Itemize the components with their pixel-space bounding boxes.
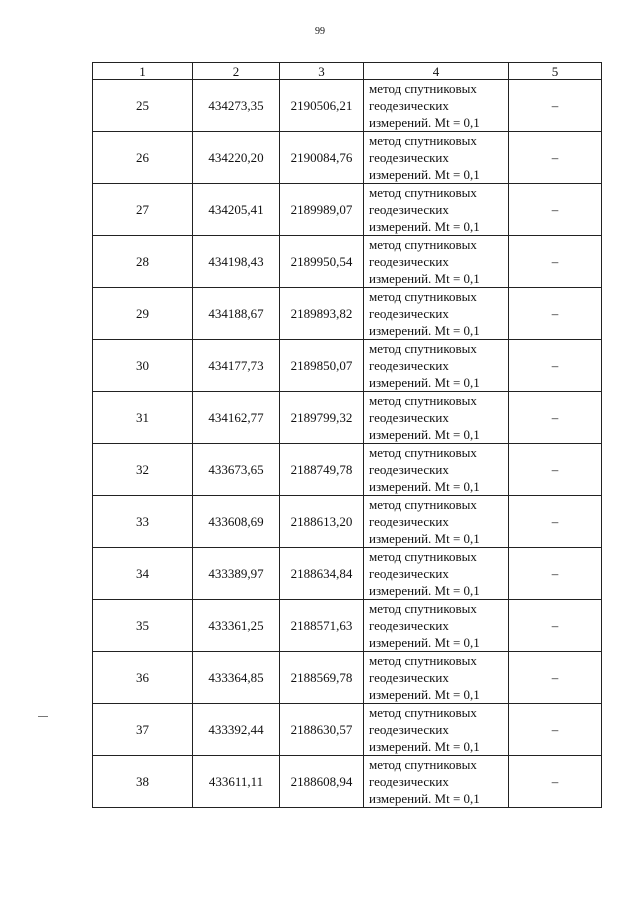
x-coordinate-cell: 434198,43 [193,236,280,288]
x-coordinate-cell: 434273,35 [193,80,280,132]
note-cell: – [509,704,602,756]
x-coordinate-cell: 433611,11 [193,756,280,808]
table-row [93,392,602,444]
point-number-cell: 29 [93,288,193,340]
method-cell [364,392,509,444]
method-line: метод спутниковых [369,757,477,772]
table-body [93,80,602,808]
method-line: метод спутниковых [369,341,477,356]
table-row [93,236,602,288]
method-line: геодезических [369,202,449,217]
method-line: геодезических [369,514,449,529]
y-coordinate-cell: 2190084,76 [280,132,364,184]
column-header: 1 [93,63,193,80]
method-line: измерений. Mt = 0,1 [369,531,480,546]
table-header-row [93,63,602,80]
x-coordinate-cell: 434188,67 [193,288,280,340]
x-coordinate-cell: 433361,25 [193,600,280,652]
method-cell [364,444,509,496]
x-coordinate-cell: 433389,97 [193,548,280,600]
y-coordinate-cell: 2188569,78 [280,652,364,704]
y-coordinate-cell: 2188634,84 [280,548,364,600]
note-cell: – [509,756,602,808]
point-number-cell: 25 [93,80,193,132]
margin-mark [38,716,48,717]
point-number-cell: 32 [93,444,193,496]
method-line: геодезических [369,98,449,113]
note-cell: – [509,496,602,548]
y-coordinate-cell: 2189950,54 [280,236,364,288]
x-coordinate-cell: 434177,73 [193,340,280,392]
method-line: метод спутниковых [369,549,477,564]
y-coordinate-cell: 2189799,32 [280,392,364,444]
x-coordinate-cell: 433673,65 [193,444,280,496]
note-cell: – [509,548,602,600]
method-line: метод спутниковых [369,81,477,96]
method-line: измерений. Mt = 0,1 [369,687,480,702]
method-cell [364,80,509,132]
y-coordinate-cell: 2190506,21 [280,80,364,132]
table-row [93,132,602,184]
point-number-cell: 35 [93,600,193,652]
method-line: геодезических [369,774,449,789]
method-line: геодезических [369,410,449,425]
method-line: геодезических [369,150,449,165]
method-cell [364,704,509,756]
method-line: метод спутниковых [369,601,477,616]
point-number-cell: 27 [93,184,193,236]
method-line: геодезических [369,254,449,269]
method-line: измерений. Mt = 0,1 [369,583,480,598]
method-line: измерений. Mt = 0,1 [369,167,480,182]
y-coordinate-cell: 2188749,78 [280,444,364,496]
note-cell: – [509,132,602,184]
note-cell: – [509,392,602,444]
note-cell: – [509,184,602,236]
point-number-cell: 34 [93,548,193,600]
method-cell [364,236,509,288]
note-cell: – [509,80,602,132]
method-line: измерений. Mt = 0,1 [369,219,480,234]
method-line: измерений. Mt = 0,1 [369,323,480,338]
method-line: метод спутниковых [369,289,477,304]
method-cell [364,496,509,548]
point-number-cell: 37 [93,704,193,756]
method-line: геодезических [369,566,449,581]
method-line: измерений. Mt = 0,1 [369,375,480,390]
note-cell: – [509,444,602,496]
table-row [93,340,602,392]
table-row [93,288,602,340]
point-number-cell: 28 [93,236,193,288]
method-line: измерений. Mt = 0,1 [369,115,480,130]
method-line: метод спутниковых [369,445,477,460]
y-coordinate-cell: 2188630,57 [280,704,364,756]
method-line: измерений. Mt = 0,1 [369,791,480,806]
x-coordinate-cell: 434205,41 [193,184,280,236]
y-coordinate-cell: 2189893,82 [280,288,364,340]
y-coordinate-cell: 2188608,94 [280,756,364,808]
method-line: геодезических [369,722,449,737]
method-line: метод спутниковых [369,497,477,512]
method-line: метод спутниковых [369,133,477,148]
table-row [93,444,602,496]
table-row [93,184,602,236]
y-coordinate-cell: 2188613,20 [280,496,364,548]
y-coordinate-cell: 2188571,63 [280,600,364,652]
page-number: 99 [315,26,325,37]
table-row [93,756,602,808]
column-header: 4 [364,63,509,80]
point-number-cell: 30 [93,340,193,392]
method-line: метод спутниковых [369,237,477,252]
method-line: метод спутниковых [369,705,477,720]
method-line: измерений. Mt = 0,1 [369,271,480,286]
table-row [93,80,602,132]
method-line: геодезических [369,670,449,685]
x-coordinate-cell: 434162,77 [193,392,280,444]
method-line: измерений. Mt = 0,1 [369,739,480,754]
note-cell: – [509,288,602,340]
note-cell: – [509,652,602,704]
method-cell [364,340,509,392]
method-line: измерений. Mt = 0,1 [369,427,480,442]
method-line: метод спутниковых [369,185,477,200]
method-line: метод спутниковых [369,653,477,668]
point-number-cell: 31 [93,392,193,444]
method-line: геодезических [369,306,449,321]
x-coordinate-cell: 433364,85 [193,652,280,704]
note-cell: – [509,340,602,392]
table-row [93,548,602,600]
point-number-cell: 38 [93,756,193,808]
note-cell: – [509,600,602,652]
method-cell [364,652,509,704]
column-header: 3 [280,63,364,80]
column-header: 5 [509,63,602,80]
method-cell [364,132,509,184]
x-coordinate-cell: 433608,69 [193,496,280,548]
method-line: геодезических [369,618,449,633]
method-cell [364,600,509,652]
table-row [93,704,602,756]
point-number-cell: 36 [93,652,193,704]
method-cell [364,756,509,808]
method-line: метод спутниковых [369,393,477,408]
method-line: измерений. Mt = 0,1 [369,479,480,494]
point-number-cell: 33 [93,496,193,548]
method-cell [364,288,509,340]
coordinates-table [92,62,602,808]
method-cell [364,184,509,236]
method-line: геодезических [369,462,449,477]
method-line: измерений. Mt = 0,1 [369,635,480,650]
x-coordinate-cell: 434220,20 [193,132,280,184]
method-cell [364,548,509,600]
y-coordinate-cell: 2189989,07 [280,184,364,236]
method-line: геодезических [369,358,449,373]
x-coordinate-cell: 433392,44 [193,704,280,756]
table-row [93,652,602,704]
table-row [93,496,602,548]
point-number-cell: 26 [93,132,193,184]
column-header: 2 [193,63,280,80]
y-coordinate-cell: 2189850,07 [280,340,364,392]
note-cell: – [509,236,602,288]
table-row [93,600,602,652]
